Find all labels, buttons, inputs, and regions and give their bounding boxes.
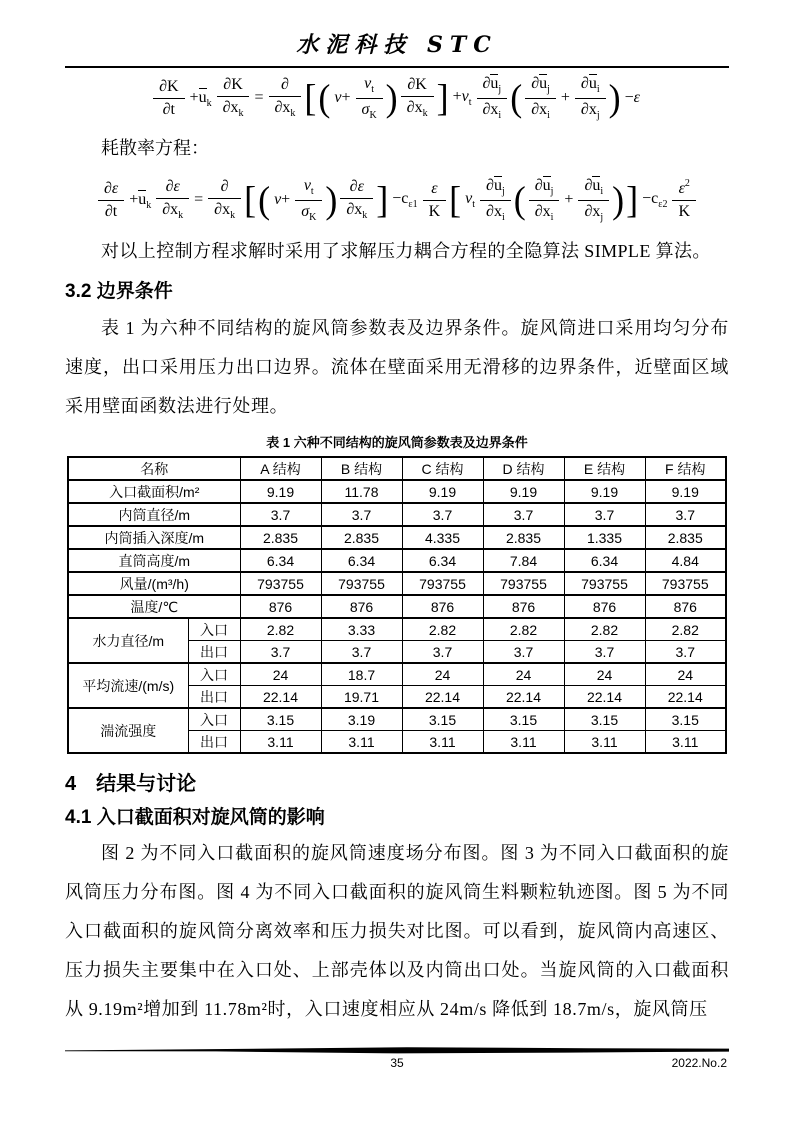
bracket: ( xyxy=(513,178,526,221)
math-run: ∂ε xyxy=(165,178,180,196)
row-sub-label: 入口 xyxy=(188,663,240,686)
page-number: 35 xyxy=(390,1056,404,1070)
bracket: [ xyxy=(304,76,317,119)
fraction xyxy=(156,177,189,223)
math-run: $\partial u_i$ xyxy=(580,75,600,95)
cell-value: 18.7 xyxy=(321,663,402,686)
table-caption: 表 1 六种不同结构的旋风筒参数表及边界条件 xyxy=(266,435,528,450)
table-row xyxy=(68,526,726,549)
fraction xyxy=(153,77,184,120)
cell-value: 3.7 xyxy=(321,641,402,664)
math-run: K xyxy=(678,203,691,220)
cell-value: 9.19 xyxy=(240,480,321,503)
math-run: $\partial x_k$ xyxy=(406,99,428,120)
column-header: C 结构 xyxy=(402,457,483,480)
math-run: $\partial x_k$ xyxy=(274,99,296,120)
fraction xyxy=(208,177,241,223)
math-run: $-c_{\varepsilon 1}$ xyxy=(392,190,418,210)
issue-number: 2022.No.2 xyxy=(671,1056,727,1070)
row-label: 内筒直径/m xyxy=(68,503,240,526)
column-header-name: 名称 xyxy=(68,457,240,480)
cell-value: 2.835 xyxy=(321,526,402,549)
cell-value: 9.19 xyxy=(483,480,564,503)
row-label: 入口截面积/m² xyxy=(68,480,240,503)
cell-value: 6.34 xyxy=(402,549,483,572)
cell-value: 3.15 xyxy=(645,708,726,731)
fraction xyxy=(401,75,434,121)
cell-value: 4.84 xyxy=(645,549,726,572)
math-run: $\partial u_j$ xyxy=(486,177,505,197)
math-run: $\partial x_j$ xyxy=(584,202,604,223)
section-4-1-heading: 4.1 入口截面积对旋风筒的影响 xyxy=(65,807,325,828)
cell-value: 9.19 xyxy=(564,480,645,503)
cell-value: 3.33 xyxy=(321,618,402,641)
cell-value: 22.14 xyxy=(564,686,645,709)
math-run: $\partial x_k$ xyxy=(222,99,244,120)
k-equation xyxy=(65,68,729,128)
bracket: ) xyxy=(325,178,338,221)
bracket: ] xyxy=(376,178,389,221)
math-run: $\partial x_i$ xyxy=(534,202,554,223)
math-run: + xyxy=(564,191,574,208)
dissipation-equation-label: 耗散率方程： xyxy=(101,138,209,158)
cell-value: 24 xyxy=(645,663,726,686)
row-label: 内筒插入深度/m xyxy=(68,526,240,549)
cell-value: 793755 xyxy=(402,572,483,595)
row-sub-label: 出口 xyxy=(188,641,240,664)
cell-value: 876 xyxy=(240,595,321,618)
cell-value: 876 xyxy=(564,595,645,618)
math-run: ∂ xyxy=(281,76,289,94)
cell-value: 3.7 xyxy=(564,503,645,526)
cell-value: 6.34 xyxy=(321,549,402,572)
cell-value: 2.82 xyxy=(564,618,645,641)
table-row xyxy=(68,503,726,526)
footer-rule xyxy=(65,1046,729,1055)
cell-value: 3.7 xyxy=(483,641,564,664)
table-row xyxy=(68,549,726,572)
column-header: E 结构 xyxy=(564,457,645,480)
math-run: ∂ xyxy=(220,178,229,196)
fraction xyxy=(575,74,606,122)
cell-value: 3.15 xyxy=(483,708,564,731)
column-header: B 结构 xyxy=(321,457,402,480)
math-run: ε xyxy=(431,179,438,197)
cell-value: 3.11 xyxy=(402,731,483,754)
cell-value: 793755 xyxy=(483,572,564,595)
math-run: ∂ε xyxy=(349,178,364,196)
cell-value: 3.15 xyxy=(402,708,483,731)
row-label: 水力直径/m xyxy=(68,618,188,663)
math-run: $-c_{\varepsilon 2}$ xyxy=(642,190,668,210)
fraction xyxy=(672,178,696,222)
math-run: $\nu_t$ xyxy=(364,75,375,95)
math-run: $\partial x_k$ xyxy=(346,201,368,222)
math-run: ∂K xyxy=(223,76,243,94)
cell-value: 24 xyxy=(564,663,645,686)
fraction xyxy=(480,176,511,224)
bracket: ( xyxy=(258,178,271,221)
cell-value: 2.82 xyxy=(240,618,321,641)
column-header: F 结构 xyxy=(645,457,726,480)
math-run: + xyxy=(560,89,570,106)
fraction xyxy=(423,179,447,222)
math-run: $\sigma_K$ xyxy=(301,202,317,223)
cell-value: 3.7 xyxy=(240,641,321,664)
math-run: $\partial x_j$ xyxy=(580,100,600,121)
cell-value: 3.11 xyxy=(564,731,645,754)
cell-value: 793755 xyxy=(564,572,645,595)
fraction xyxy=(529,176,560,224)
table-row xyxy=(68,618,726,641)
cell-value: 2.82 xyxy=(483,618,564,641)
cell-value: 3.7 xyxy=(240,503,321,526)
cell-value: 19.71 xyxy=(321,686,402,709)
fraction xyxy=(98,179,124,222)
fraction xyxy=(269,75,302,121)
cell-value: 3.11 xyxy=(240,731,321,754)
cell-value: 876 xyxy=(321,595,402,618)
column-header: D 结构 xyxy=(483,457,564,480)
bracket: ) xyxy=(608,76,621,119)
cell-value: 3.7 xyxy=(645,503,726,526)
fraction xyxy=(356,74,383,122)
section-4-1-paragraph: 图 2 为不同入口截面积的旋风筒速度场分布图。图 3 为不同入口截面积的旋风筒压力分布图。图 4 为不同入口截面积的旋风筒生料颗粒轨迹图。图 5 为不同入口截面积的旋风筒分离效率和压力损失对比图。可以看到，旋风筒内高速区、压力损失主要集中在入口处、上部壳体以及内筒出口处。当旋风筒的入口截面积从 9.19m²增加到 11.78m²时，入口速度相应从 24m/s 降低到 18.7m/s，旋风筒压 xyxy=(65,843,729,1019)
parameters-table-body xyxy=(68,457,726,753)
cell-value: 793755 xyxy=(240,572,321,595)
table-header-row xyxy=(68,457,726,480)
math-run: $\partial u_i$ xyxy=(584,177,604,197)
bracket: ( xyxy=(318,76,331,119)
row-sub-label: 入口 xyxy=(188,708,240,731)
row-sub-label: 出口 xyxy=(188,731,240,754)
math-run: $+u_k$ xyxy=(129,190,152,211)
cell-value: 22.14 xyxy=(645,686,726,709)
math-run: $+\nu_t$ xyxy=(452,88,472,108)
cell-value: 2.835 xyxy=(483,526,564,549)
bracket: [ xyxy=(449,178,462,221)
cell-value: 793755 xyxy=(645,572,726,595)
cell-value: 4.335 xyxy=(402,526,483,549)
math-run: = xyxy=(254,89,264,106)
table-row xyxy=(68,595,726,618)
math-run: $\partial x_k$ xyxy=(214,201,236,222)
row-sub-label: 出口 xyxy=(188,686,240,709)
math-run: ∂K xyxy=(159,77,179,95)
cell-value: 9.19 xyxy=(402,480,483,503)
math-run: K xyxy=(428,202,441,220)
parameters-table xyxy=(67,456,727,754)
cell-value: 2.82 xyxy=(645,618,726,641)
table-row xyxy=(68,480,726,503)
cell-value: 3.7 xyxy=(564,641,645,664)
bracket: [ xyxy=(244,178,257,221)
row-label: 温度/℃ xyxy=(68,595,240,618)
math-run: $\partial x_i$ xyxy=(531,100,550,121)
math-run: $\partial u_j$ xyxy=(534,177,554,197)
dissipation-equation xyxy=(65,168,729,232)
cell-value: 22.14 xyxy=(483,686,564,709)
journal-title: 水泥科技 STC xyxy=(296,32,498,58)
row-label: 风量/(m³/h) xyxy=(68,572,240,595)
table-row xyxy=(68,663,726,686)
bracket: ] xyxy=(626,178,639,221)
cell-value: 2.835 xyxy=(240,526,321,549)
cell-value: 22.14 xyxy=(402,686,483,709)
cell-value: 876 xyxy=(483,595,564,618)
math-run: $+u_k$ xyxy=(189,88,212,109)
cell-value: 24 xyxy=(240,663,321,686)
table-row xyxy=(68,572,726,595)
bracket: ] xyxy=(436,76,449,119)
cell-value: 793755 xyxy=(321,572,402,595)
row-label: 湍流强度 xyxy=(68,708,188,753)
math-run: ∂K xyxy=(407,76,427,94)
math-run: ∂t xyxy=(104,202,118,220)
math-run: −ε xyxy=(624,89,640,106)
bracket: ) xyxy=(612,178,625,221)
column-header: A 结构 xyxy=(240,457,321,480)
cell-value: 3.15 xyxy=(240,708,321,731)
cell-value: 2.835 xyxy=(645,526,726,549)
math-run: $\partial u_j$ xyxy=(482,75,502,95)
math-run: $\varepsilon^2$ xyxy=(678,178,690,197)
fraction xyxy=(578,176,609,224)
cell-value: 3.19 xyxy=(321,708,402,731)
cell-value: 9.19 xyxy=(645,480,726,503)
cell-value: 24 xyxy=(483,663,564,686)
bracket: ( xyxy=(510,76,523,119)
cell-value: 3.11 xyxy=(483,731,564,754)
math-run: $\nu_t$ xyxy=(303,177,314,197)
cell-value: 3.7 xyxy=(321,503,402,526)
cell-value: 876 xyxy=(645,595,726,618)
fraction xyxy=(525,74,556,122)
cell-value: 6.34 xyxy=(240,549,321,572)
cell-value: 876 xyxy=(402,595,483,618)
math-run: ∂ε xyxy=(103,179,119,197)
fraction xyxy=(217,75,250,121)
math-run: $\partial x_i$ xyxy=(486,202,505,223)
cell-value: 7.84 xyxy=(483,549,564,572)
math-run: $\nu_t$ xyxy=(465,190,476,210)
cell-value: 6.34 xyxy=(564,549,645,572)
bracket: ) xyxy=(385,76,398,119)
math-run: ν+ xyxy=(334,89,351,106)
row-sub-label: 入口 xyxy=(188,618,240,641)
cell-value: 3.11 xyxy=(321,731,402,754)
cell-value: 3.15 xyxy=(564,708,645,731)
cell-value: 24 xyxy=(402,663,483,686)
math-run: $\partial x_i$ xyxy=(482,100,502,121)
cell-value: 11.78 xyxy=(321,480,402,503)
fraction xyxy=(295,176,322,224)
math-run: $\partial x_k$ xyxy=(162,201,184,222)
cell-value: 3.7 xyxy=(402,641,483,664)
cell-value: 3.7 xyxy=(645,641,726,664)
cell-value: 1.335 xyxy=(564,526,645,549)
cell-value: 3.7 xyxy=(402,503,483,526)
cell-value: 2.82 xyxy=(402,618,483,641)
simple-algorithm-paragraph: 对以上控制方程求解时采用了求解压力耦合方程的全隐算法 SIMPLE 算法。 xyxy=(101,241,711,261)
footer-row xyxy=(65,1056,729,1074)
cell-value: 3.11 xyxy=(645,731,726,754)
page-footer xyxy=(65,1046,729,1074)
math-run: $\sigma_K$ xyxy=(361,100,377,121)
math-run: ∂t xyxy=(162,100,175,118)
math-run: = xyxy=(194,191,204,208)
math-run: ν+ xyxy=(274,191,291,208)
section-3-2-paragraph: 表 1 为六种不同结构的旋风筒参数表及边界条件。旋风筒进口采用均匀分布速度，出口采用压力出口边界。流体在壁面采用无滑移的边界条件，近壁面区域采用壁面函数法进行处理。 xyxy=(65,318,729,416)
section-4-heading: 4 结果与讨论 xyxy=(65,773,197,795)
row-label: 平均流速/(m/s) xyxy=(68,663,188,708)
table-row xyxy=(68,708,726,731)
fraction xyxy=(340,177,373,223)
section-3-2-heading: 3.2 边界条件 xyxy=(65,281,173,302)
cell-value: 22.14 xyxy=(240,686,321,709)
row-label: 直筒高度/m xyxy=(68,549,240,572)
cell-value: 3.7 xyxy=(483,503,564,526)
fraction xyxy=(477,74,508,122)
math-run: $\partial u_j$ xyxy=(531,75,550,95)
